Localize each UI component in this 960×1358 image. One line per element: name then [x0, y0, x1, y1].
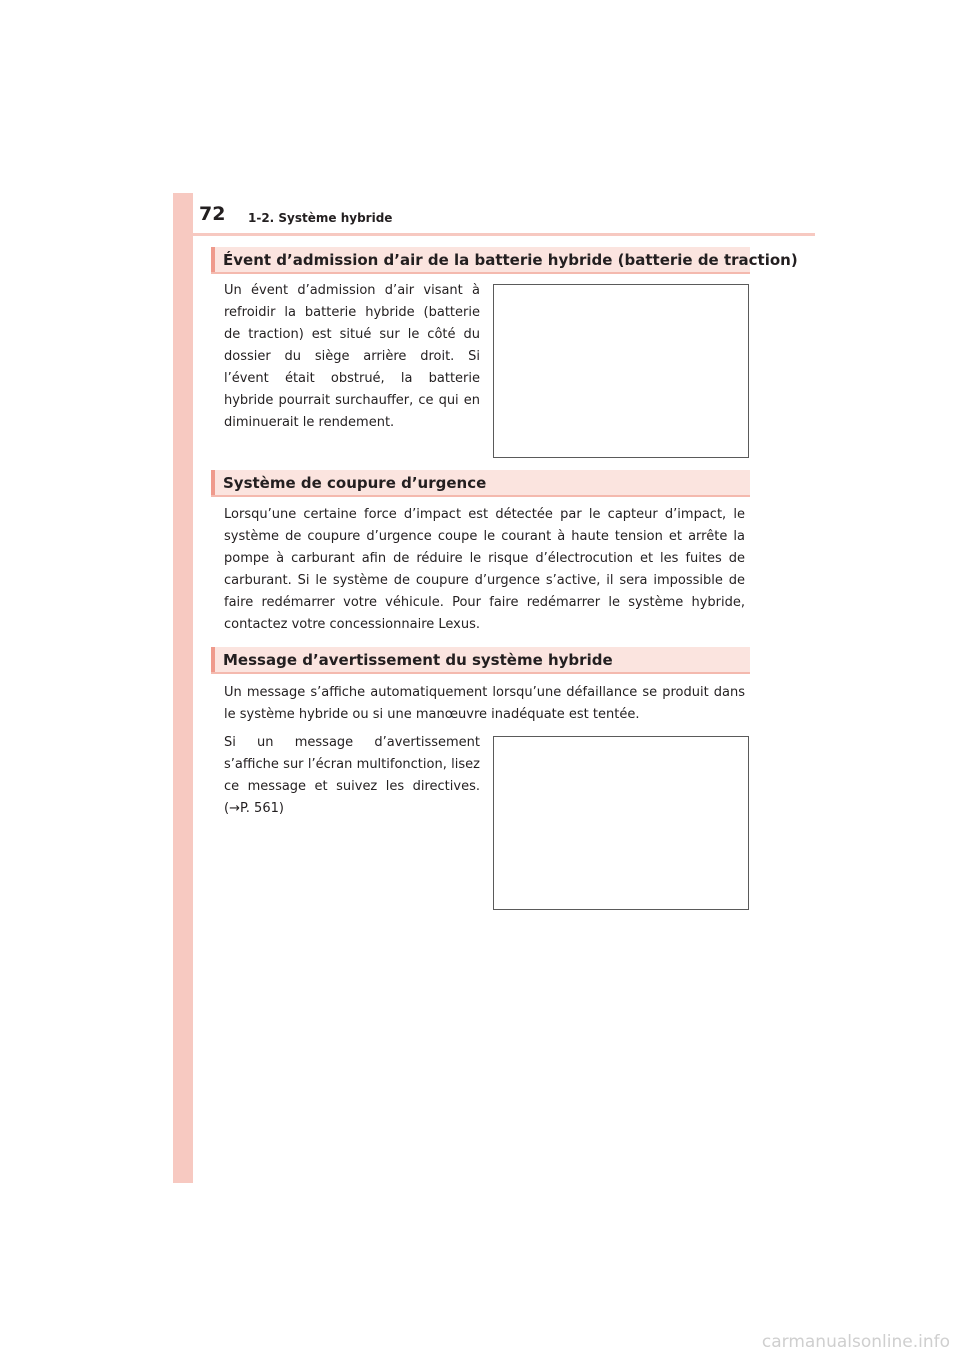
page-number: 72	[199, 203, 226, 225]
section-title: Système de coupure d’urgence	[223, 474, 487, 492]
section-heading-emergency-shutoff	[211, 470, 750, 497]
multi-display-illustration	[493, 736, 749, 910]
paragraph-warning-directives: Si un message d’avertissement s’affiche sur l’écran multifonction, lisez ce message et suivez les directives. (→P. 561)	[224, 735, 480, 816]
battery-vent-illustration	[493, 284, 749, 458]
section-heading-battery-vent	[211, 247, 798, 274]
paragraph-battery-vent: Un évent d’admission d’air visant à refroidir la batterie hybride (batterie de traction) est situé sur le côté du dossier du siège arrière droit. Si l’évent était obstrué, la batterie hybride pourrait surchauffer, ce qui en diminuerait le rendement.	[224, 283, 480, 430]
paragraph-emergency-shutoff: Lorsqu’une certaine force d’impact est détectée par le capteur d’impact, le système de coupure d’urgence coupe le courant à haute tension et arrête la pompe à carburant afin de réduire le risque d’électrocution et les fuites de carburant. Si le système de coupure d’urgence s’active, il sera impossible de faire redémarrer votre véhicule. Pour faire redémarrer le système hybride, contactez votre concessionnaire Lexus.	[224, 507, 745, 632]
sidebar-strip	[173, 193, 193, 1183]
section-heading-warning-message	[211, 647, 750, 674]
chapter-title: 1-2. Système hybride	[248, 211, 393, 225]
header-rule	[173, 233, 815, 236]
section-title: Message d’avertissement du système hybride	[223, 651, 613, 669]
section-title: Évent d’admission d’air de la batterie hybride (batterie de traction)	[223, 251, 798, 269]
paragraph-warning-message: Un message s’affiche automatiquement lorsqu’une défaillance se produit dans le système hybride ou si une manœuvre inadéquate est tentée.	[224, 685, 745, 722]
watermark: carmanualsonline.info	[761, 1332, 950, 1352]
